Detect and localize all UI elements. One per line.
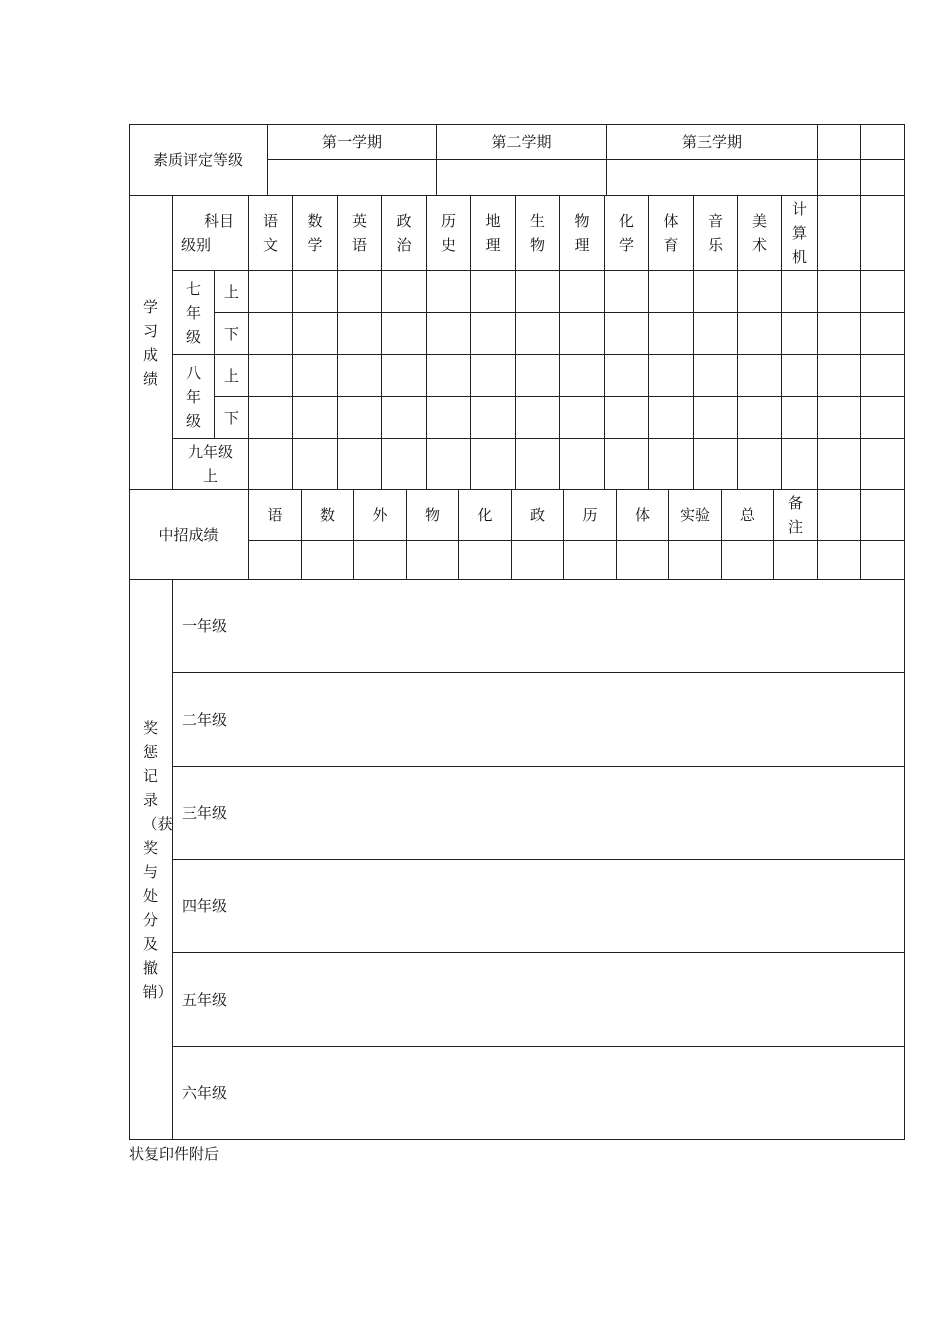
exam-score-cell[interactable] (407, 541, 459, 580)
score-cell[interactable] (382, 397, 427, 439)
score-cell[interactable] (649, 313, 694, 355)
extra-cell[interactable] (818, 196, 861, 271)
reward-year-row-text: 二年级 (182, 710, 228, 729)
subject-header (649, 196, 694, 271)
subject-header-text: 历史 (440, 212, 456, 254)
score-cell[interactable] (293, 271, 338, 313)
exam-score-cell[interactable] (617, 541, 669, 580)
reward-year-row[interactable] (173, 953, 905, 1047)
subject-header (427, 196, 471, 271)
exam-score-cell[interactable] (354, 541, 407, 580)
term-label (215, 355, 249, 397)
semester-rating-cell[interactable] (268, 160, 437, 196)
entrance-exam-label (129, 490, 249, 580)
extra-cell[interactable] (861, 439, 905, 490)
score-cell[interactable] (782, 355, 818, 397)
subject-header (560, 196, 605, 271)
extra-cell[interactable] (818, 313, 861, 355)
academic-section-label (129, 196, 173, 490)
subject-header-text: 美术 (751, 212, 767, 254)
exam-subject-header-text: 实验 (679, 506, 710, 524)
extra-cell[interactable] (818, 355, 861, 397)
reward-year-row-text: 六年级 (182, 1084, 228, 1102)
semester-rating-cell[interactable] (607, 160, 818, 196)
subject-header-text: 体育 (663, 212, 679, 254)
exam-subject-header-text: 外 (372, 506, 388, 524)
term-label (215, 397, 249, 439)
subject-header-text: 语文 (262, 212, 278, 254)
score-cell[interactable] (516, 439, 560, 490)
corner-subject-label: 科目 (203, 212, 234, 230)
exam-subject-header (249, 490, 302, 541)
semester-header (607, 124, 818, 160)
score-cell[interactable] (293, 439, 338, 490)
score-cell[interactable] (293, 313, 338, 355)
score-cell[interactable] (516, 397, 560, 439)
subject-header (338, 196, 382, 271)
subject-grade-corner (173, 196, 249, 271)
subject-header (738, 196, 782, 271)
corner-grade-label: 级别 (181, 236, 212, 254)
entrance-exam-label-text: 中招成绩 (158, 525, 219, 544)
term-label (215, 313, 249, 355)
subject-header (782, 196, 818, 271)
subject-header (694, 196, 738, 271)
score-cell[interactable] (782, 397, 818, 439)
score-cell[interactable] (649, 271, 694, 313)
reward-year-row[interactable] (173, 767, 905, 860)
score-cell[interactable] (427, 355, 471, 397)
score-cell[interactable] (560, 397, 605, 439)
score-cell[interactable] (338, 439, 382, 490)
exam-subject-header-text: 化 (477, 506, 493, 524)
score-cell[interactable] (382, 439, 427, 490)
grade-label (173, 271, 215, 355)
grade-label-text: 七年级 (185, 279, 201, 346)
score-cell[interactable] (249, 355, 293, 397)
score-cell[interactable] (605, 355, 649, 397)
score-cell[interactable] (471, 271, 516, 313)
semester-header (437, 124, 607, 160)
exam-score-cell[interactable] (512, 541, 564, 580)
score-cell[interactable] (694, 271, 738, 313)
score-cell[interactable] (694, 397, 738, 439)
term-label-text: 下 (223, 408, 239, 427)
term-label-text: 下 (223, 324, 239, 343)
exam-subject-header (774, 490, 818, 541)
score-cell[interactable] (338, 397, 382, 439)
score-cell[interactable] (471, 355, 516, 397)
exam-subject-header (459, 490, 512, 541)
exam-subject-header-text: 总 (739, 506, 755, 524)
exam-subject-header-text: 数 (319, 506, 335, 524)
extra-cell[interactable] (861, 490, 905, 541)
exam-subject-header (722, 490, 774, 541)
score-cell[interactable] (605, 397, 649, 439)
extra-cell[interactable] (818, 124, 861, 160)
semester-header-text: 第一学期 (321, 132, 382, 151)
score-cell[interactable] (605, 439, 649, 490)
score-cell[interactable] (738, 313, 782, 355)
semester-header (268, 124, 437, 160)
exam-subject-header (302, 490, 354, 541)
exam-subject-header-text: 体 (634, 506, 650, 524)
exam-subject-header-text: 政 (529, 506, 545, 524)
score-cell[interactable] (249, 439, 293, 490)
score-cell[interactable] (694, 439, 738, 490)
subject-header (471, 196, 516, 271)
exam-score-cell[interactable] (722, 541, 774, 580)
exam-subject-header (669, 490, 722, 541)
score-cell[interactable] (782, 313, 818, 355)
extra-cell[interactable] (861, 124, 905, 160)
extra-cell[interactable] (861, 541, 905, 580)
score-cell[interactable] (338, 355, 382, 397)
score-cell[interactable] (738, 271, 782, 313)
reward-year-row[interactable] (173, 860, 905, 953)
semester-header-text: 第二学期 (491, 132, 552, 151)
score-cell[interactable] (605, 271, 649, 313)
grade-label-text: 九年级上 (187, 443, 233, 485)
score-cell[interactable] (427, 439, 471, 490)
subject-header-text: 音乐 (707, 212, 723, 254)
score-cell[interactable] (427, 271, 471, 313)
extra-cell[interactable] (818, 160, 861, 196)
subject-header (516, 196, 560, 271)
reward-year-row-text: 三年级 (182, 804, 228, 822)
reward-year-row-text: 一年级 (182, 617, 228, 635)
exam-subject-header (617, 490, 669, 541)
score-cell[interactable] (427, 313, 471, 355)
grade-label-text: 八年级 (185, 363, 201, 430)
score-cell[interactable] (293, 355, 338, 397)
score-cell[interactable] (516, 271, 560, 313)
extra-cell[interactable] (861, 397, 905, 439)
exam-subject-header-text: 备注 (787, 494, 803, 536)
score-cell[interactable] (471, 439, 516, 490)
reward-year-row[interactable] (173, 673, 905, 767)
subject-header-text: 生物 (529, 212, 545, 254)
subject-header-text: 英语 (351, 212, 367, 254)
score-cell[interactable] (471, 313, 516, 355)
subject-header-text: 地理 (485, 212, 501, 254)
score-cell[interactable] (782, 439, 818, 490)
score-cell[interactable] (560, 439, 605, 490)
extra-cell[interactable] (861, 355, 905, 397)
quality-rating-label-text: 素质评定等级 (152, 150, 243, 169)
exam-score-cell[interactable] (774, 541, 818, 580)
subject-header (293, 196, 338, 271)
exam-subject-header (564, 490, 617, 541)
subject-header-text: 物理 (574, 212, 590, 254)
score-cell[interactable] (471, 397, 516, 439)
score-cell[interactable] (694, 313, 738, 355)
reward-year-row-text: 五年级 (182, 990, 228, 1009)
term-label (215, 271, 249, 313)
score-cell[interactable] (560, 271, 605, 313)
extra-cell[interactable] (818, 439, 861, 490)
score-cell[interactable] (738, 397, 782, 439)
score-cell[interactable] (694, 355, 738, 397)
score-cell[interactable] (249, 271, 293, 313)
exam-subject-header (354, 490, 407, 541)
subject-header-text: 计算机 (791, 200, 807, 266)
score-cell[interactable] (382, 271, 427, 313)
extra-cell[interactable] (818, 271, 861, 313)
score-cell[interactable] (249, 397, 293, 439)
extra-cell[interactable] (861, 313, 905, 355)
extra-cell[interactable] (818, 541, 861, 580)
subject-header-text: 数学 (307, 212, 323, 254)
exam-subject-header (512, 490, 564, 541)
subject-header (605, 196, 649, 271)
reward-year-row-text: 四年级 (182, 897, 228, 915)
footer-note: 状复印件附后 (129, 1145, 220, 1163)
score-cell[interactable] (293, 397, 338, 439)
term-label-text: 上 (223, 366, 239, 385)
extra-cell[interactable] (818, 397, 861, 439)
extra-cell[interactable] (861, 196, 905, 271)
score-cell[interactable] (338, 313, 382, 355)
subject-header (249, 196, 293, 271)
semester-rating-cell[interactable] (437, 160, 607, 196)
score-cell[interactable] (382, 313, 427, 355)
rewards-section-label-text: 奖惩记录（获奖与处分及撤销） (142, 718, 173, 1001)
score-cell[interactable] (649, 355, 694, 397)
extra-cell[interactable] (818, 490, 861, 541)
score-cell[interactable] (516, 355, 560, 397)
rewards-section-label (129, 580, 173, 1140)
score-cell[interactable] (382, 355, 427, 397)
academic-section-label-text: 学习成绩 (142, 297, 158, 388)
semester-header-text: 第三学期 (681, 132, 742, 151)
exam-subject-header-text: 物 (424, 506, 440, 524)
term-label-text: 上 (223, 282, 239, 301)
score-cell[interactable] (605, 313, 649, 355)
score-cell[interactable] (338, 271, 382, 313)
reward-year-row[interactable] (173, 1047, 905, 1140)
extra-cell[interactable] (861, 160, 905, 196)
score-cell[interactable] (738, 439, 782, 490)
score-cell[interactable] (649, 439, 694, 490)
grade-label (173, 355, 215, 439)
score-cell[interactable] (649, 397, 694, 439)
subject-header (382, 196, 427, 271)
extra-cell[interactable] (861, 271, 905, 313)
quality-rating-label (129, 124, 268, 196)
exam-score-cell[interactable] (249, 541, 302, 580)
score-cell[interactable] (560, 313, 605, 355)
grade-label (173, 439, 249, 490)
score-cell[interactable] (782, 271, 818, 313)
exam-subject-header (407, 490, 459, 541)
score-cell[interactable] (560, 355, 605, 397)
score-cell[interactable] (516, 313, 560, 355)
score-cell[interactable] (738, 355, 782, 397)
subject-header-text: 化学 (618, 212, 634, 254)
exam-subject-header-text: 语 (267, 506, 283, 524)
score-cell[interactable] (427, 397, 471, 439)
reward-year-row[interactable] (173, 580, 905, 673)
exam-score-cell[interactable] (459, 541, 512, 580)
exam-score-cell[interactable] (669, 541, 722, 580)
subject-header-text: 政治 (396, 212, 412, 254)
score-cell[interactable] (249, 313, 293, 355)
exam-score-cell[interactable] (302, 541, 354, 580)
exam-subject-header-text: 历 (582, 506, 598, 524)
exam-score-cell[interactable] (564, 541, 617, 580)
